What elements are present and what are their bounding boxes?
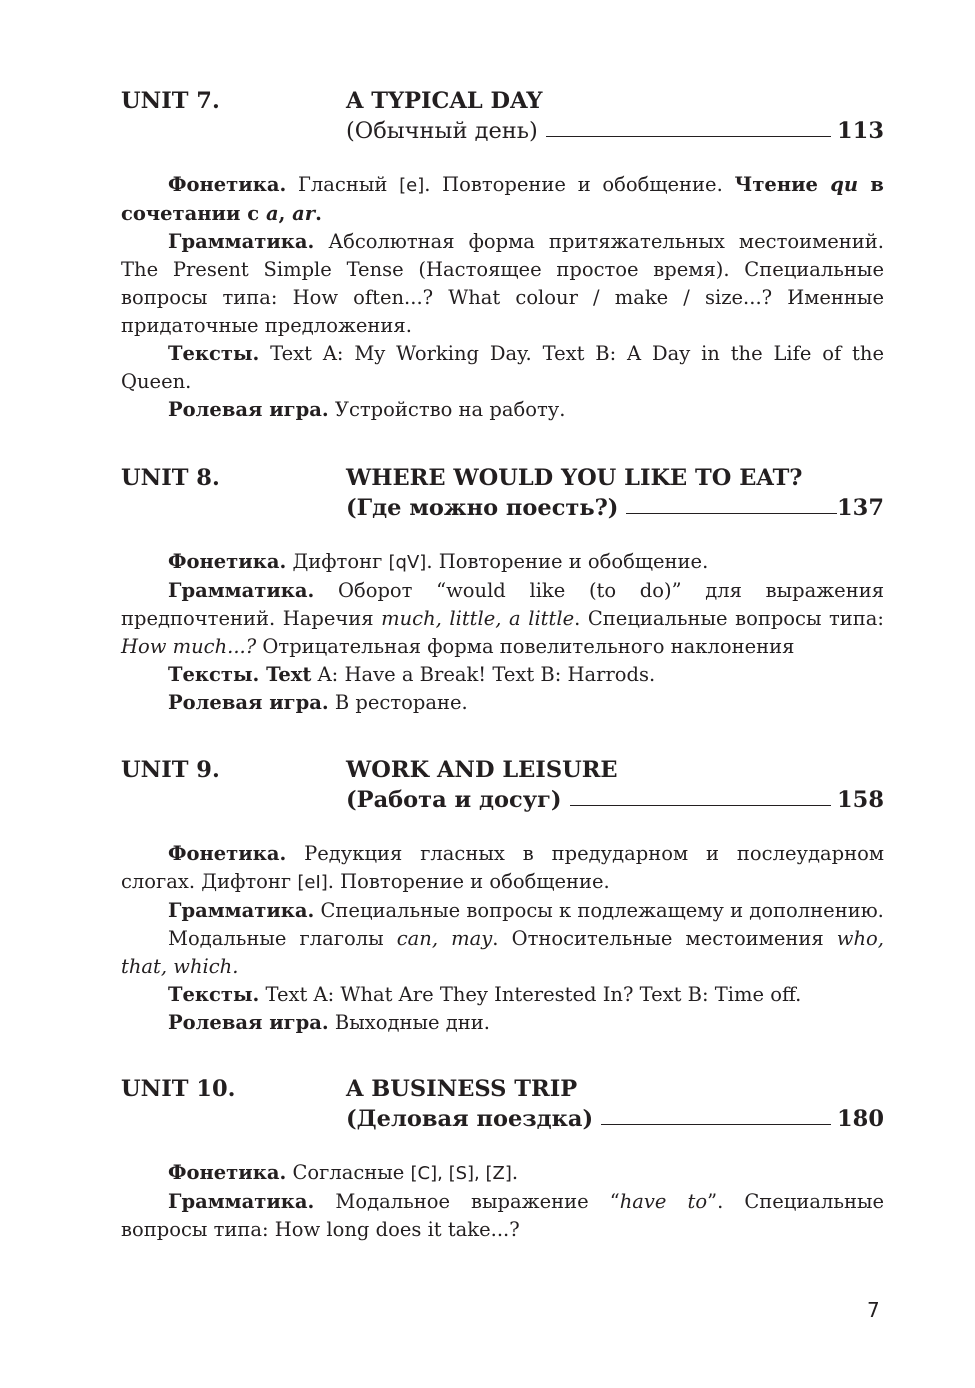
grammar-label: Грамматика. [168, 230, 315, 253]
phonetics-paragraph: Фонетика. Редукция гласных в предударном и послеударном слогах. Дифтонг [eI]. Повторение и обобщение. [121, 842, 884, 893]
roleplay-paragraph: Ролевая игра. Выходные дни. [168, 1011, 490, 1034]
spacer [121, 717, 884, 753]
phonetic-symbol: [qV] [388, 552, 427, 573]
dot-leader [601, 1106, 831, 1125]
unit-page-number: 180 [837, 1106, 884, 1132]
texts-paragraph: Тексты. Text A: Have a Break! Text B: Harrods. [168, 663, 656, 686]
texts-paragraph: Тексты. Text A: What Are They Interested In? Text B: Time off. [168, 983, 802, 1006]
roleplay-label: Ролевая игра. [168, 1011, 329, 1034]
texts-label: Тексты. [168, 983, 260, 1006]
unit-page-number: 137 [837, 495, 884, 521]
grammar-label: Грамматика. [168, 1190, 315, 1213]
grammar-label: Грамматика. [168, 579, 315, 602]
phonetics-label: Фонетика. [168, 173, 287, 196]
unit-header [121, 84, 884, 150]
unit-8-entry [121, 461, 884, 717]
unit-description [121, 840, 884, 1037]
phonetic-symbol: [eI] [297, 872, 328, 893]
page-number: 7 [867, 1298, 880, 1322]
grammar-paragraph: Грамматика. Специальные вопросы к подлежащему и дополнению. [168, 899, 884, 922]
unit-title: WHERE WOULD YOU LIKE TO EAT? [346, 465, 803, 491]
unit-header [121, 1072, 884, 1138]
unit-number: UNIT 8. [121, 465, 220, 491]
grammar-paragraph: Грамматика. Модальное выражение “have to”. Специальные вопросы типа: How long does it take...? [121, 1190, 885, 1241]
roleplay-paragraph: Ролевая игра. Устройство на работу. [168, 398, 566, 421]
unit-subtitle: (Работа и досуг) [346, 787, 562, 813]
unit-page-number: 113 [837, 118, 884, 144]
roleplay-paragraph: Ролевая игра. В ресторане. [168, 691, 468, 714]
unit-description [121, 1159, 884, 1244]
spacer [121, 1037, 884, 1072]
unit-header [121, 461, 884, 527]
phonetics-paragraph: Фонетика. Согласные [C], [S], [Z]. [168, 1161, 519, 1184]
unit-title: A TYPICAL DAY [346, 88, 543, 114]
texts-label: Тексты. Text [168, 663, 312, 686]
grammar-paragraph: Грамматика. Абсолютная форма притяжательных местоимений. The Present Simple Tense (Настоящее простое время). Специальные вопросы типа: How often...? What colour / make / size...? Именные придаточные предложения. [121, 230, 884, 337]
unit-page-number: 158 [837, 787, 884, 813]
unit-description [121, 171, 884, 424]
modal-verbs-paragraph: Модальные глаголы can, may. Относительные местоимения who, that, which. [121, 927, 884, 978]
unit-number: UNIT 7. [121, 88, 220, 114]
phonetics-paragraph: Фонетика. Гласный [e]. Повторение и обобщение. Чтение qu в сочетании с a, ar. [121, 173, 884, 225]
unit-header [121, 753, 884, 819]
texts-paragraph: Тексты. Text A: My Working Day. Text B: A Day in the Life of the Queen. [121, 342, 884, 393]
unit-title: A BUSINESS TRIP [346, 1076, 578, 1102]
unit-subtitle: (Где можно поесть?) [346, 495, 619, 521]
spacer [121, 424, 884, 461]
unit-subtitle: (Обычный день) [346, 118, 538, 144]
dot-leader [570, 787, 831, 806]
unit-subtitle-line [346, 787, 884, 813]
unit-title: WORK AND LEISURE [346, 757, 618, 783]
unit-number: UNIT 9. [121, 757, 220, 783]
texts-label: Тексты. [168, 342, 260, 365]
phonetics-label: Фонетика. [168, 1161, 287, 1184]
table-of-contents-page [121, 84, 884, 1244]
unit-subtitle-line [346, 1106, 884, 1132]
unit-subtitle: (Деловая поездка) [346, 1106, 594, 1132]
unit-subtitle-line [346, 495, 884, 521]
phonetics-paragraph: Фонетика. Дифтонг [qV]. Повторение и обобщение. [168, 550, 709, 573]
unit-number: UNIT 10. [121, 1076, 236, 1102]
phonetics-label: Фонетика. [168, 550, 287, 573]
unit-7-entry [121, 84, 884, 424]
phonetics-label: Фонетика. [168, 842, 287, 865]
grammar-label: Грамматика. [168, 899, 315, 922]
unit-subtitle-line [346, 118, 884, 144]
unit-9-entry [121, 753, 884, 1037]
roleplay-label: Ролевая игра. [168, 398, 329, 421]
phonetic-symbol: [e] [399, 175, 425, 196]
roleplay-label: Ролевая игра. [168, 691, 329, 714]
grammar-paragraph: Грамматика. Оборот “would like (to do)” для выражения предпочтений. Наречия much, little, a little. Специальные вопросы типа: How much...? Отрицательная форма повелительного наклонения [121, 579, 884, 658]
dot-leader [626, 495, 837, 514]
phonetic-symbol: [C], [S], [Z] [410, 1163, 512, 1184]
dot-leader [546, 118, 831, 137]
unit-description [121, 548, 884, 717]
unit-10-entry [121, 1072, 884, 1244]
